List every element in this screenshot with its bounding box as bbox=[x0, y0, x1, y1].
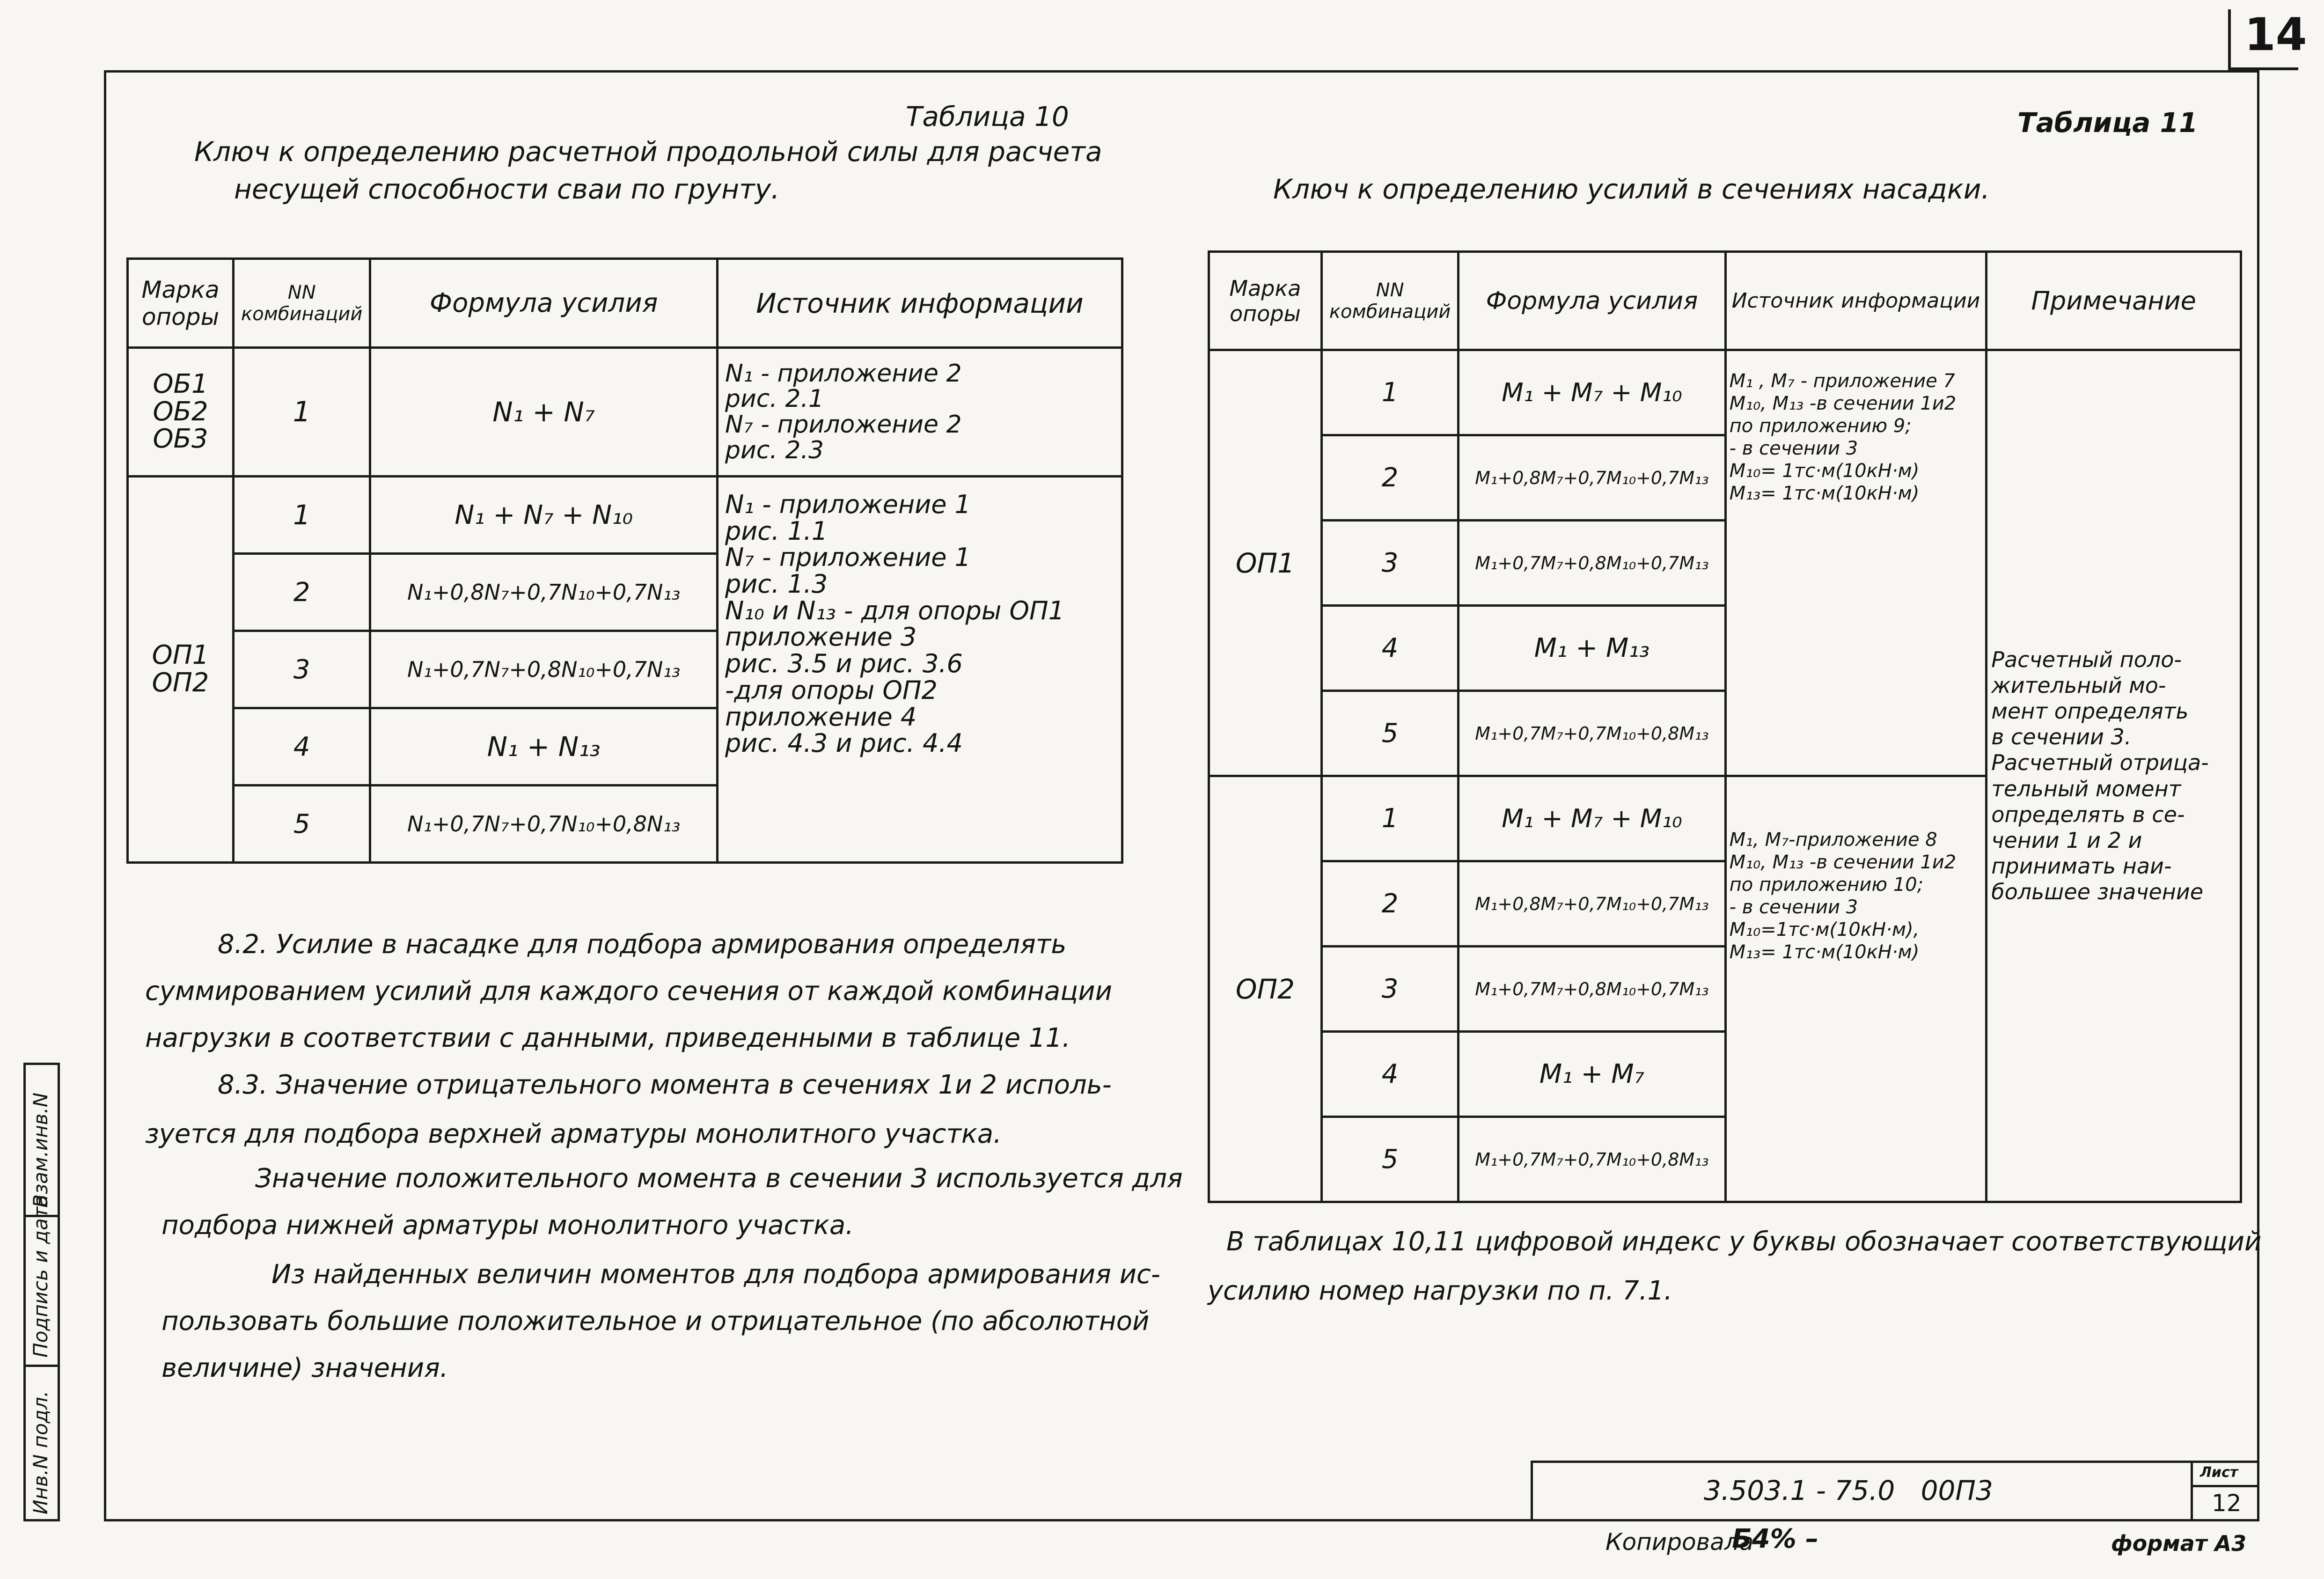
table11-formula: M₁ + M₇ + M₁₀ bbox=[1459, 350, 1725, 435]
table11-title: Ключ к определению усилий в сечениях насадки. bbox=[1273, 173, 1990, 205]
table-footnote-line1: В таблицах 10,11 цифровой индекс у буквы обозначает соответствующий bbox=[1226, 1226, 2262, 1257]
table-footnote-line2: усилию номер нагрузки по п. 7.1. bbox=[1208, 1276, 1672, 1306]
table11-formula: M₁+0,8M₇+0,7M₁₀+0,7M₁₃ bbox=[1459, 861, 1725, 947]
table10-formula: N₁+0,8N₇+0,7N₁₀+0,7N₁₃ bbox=[370, 554, 718, 631]
paragraph-line: величине) значения. bbox=[161, 1353, 448, 1383]
paragraph-line: зуется для подбора верхней арматуры монолитного участка. bbox=[145, 1119, 1002, 1149]
table10-combo: 1 bbox=[234, 348, 370, 477]
table11-header-formula: Формула усилия bbox=[1459, 252, 1725, 350]
table10-header-marka: Марка опоры bbox=[128, 259, 234, 348]
table11-combo: 3 bbox=[1321, 947, 1458, 1032]
table11-combo: 4 bbox=[1321, 606, 1458, 691]
table10-title-line2: несущей способности сваи по грунту. bbox=[234, 173, 780, 205]
table11-formula: M₁+0,7M₇+0,7M₁₀+0,8M₁₃ bbox=[1459, 691, 1725, 776]
table11-combo: 5 bbox=[1321, 1117, 1458, 1202]
table11-marka-op1: ОП1 bbox=[1209, 350, 1322, 776]
table11-note: Расчетный поло- жительный мо- мент определять в сечении 3. Расчетный отрица- тельный момент определять в се- чении 1 и 2 и принимать наи- большее значение bbox=[1987, 350, 2241, 1202]
table10-formula: N₁ + N₇ bbox=[370, 348, 718, 477]
table11-combo: 2 bbox=[1321, 435, 1458, 521]
paragraph-line: 8.3. Значение отрицательного момента в сечениях 1и 2 исполь- bbox=[218, 1070, 1112, 1100]
table11-combo: 4 bbox=[1321, 1032, 1458, 1117]
table11-formula: M₁ + M₁₃ bbox=[1459, 606, 1725, 691]
table10-combo: 4 bbox=[234, 708, 370, 786]
table11-combo: 3 bbox=[1321, 521, 1458, 606]
table11-header-combo: NN комбинаций bbox=[1321, 252, 1458, 350]
side-stamp-label: Подпись и дата bbox=[29, 1195, 52, 1358]
table10-source-ob: N₁ - приложение 2 рис. 2.1 N₇ - приложение 2 рис. 2.3 bbox=[717, 348, 1122, 477]
table10-combo: 1 bbox=[234, 477, 370, 554]
table11-formula: M₁ + M₇ + M₁₀ bbox=[1459, 776, 1725, 861]
table10-combo: 3 bbox=[234, 631, 370, 708]
document-code: 3.503.1 - 75.0 00П3 bbox=[1704, 1475, 1993, 1506]
table10-caption: Таблица 10 bbox=[906, 101, 1069, 132]
table11-combo: 2 bbox=[1321, 861, 1458, 947]
sheet-number: 12 bbox=[2212, 1490, 2242, 1517]
table10-marka-ob: ОБ1 ОБ2 ОБ3 bbox=[128, 348, 234, 477]
table10-header-source: Источник информации bbox=[717, 259, 1122, 348]
table11-combo: 1 bbox=[1321, 350, 1458, 435]
sheet-label: Лист bbox=[2200, 1464, 2238, 1481]
table11-formula: M₁+0,7M₇+0,7M₁₀+0,8M₁₃ bbox=[1459, 1117, 1725, 1202]
table10-formula: N₁+0,7N₇+0,7N₁₀+0,8N₁₃ bbox=[370, 786, 718, 863]
table10-header-combo: NN комбинаций bbox=[234, 259, 370, 348]
table11-header-note: Примечание bbox=[1987, 252, 2241, 350]
format-label: формат А3 bbox=[2111, 1531, 2247, 1556]
paragraph-line: Значение положительного момента в сечении 3 используется для bbox=[255, 1163, 1183, 1194]
table11-source-op1: M₁ , M₇ - приложение 7 M₁₀, M₁₃ -в сечении 1и2 по приложению 9; - в сечении 3 M₁₀= 1тс·м(10кН·м) M₁₃= 1тс·м(10кН·м) bbox=[1725, 350, 1987, 776]
side-stamp-label: Взам.инв.N bbox=[29, 1092, 52, 1208]
title-block-sheet-divider bbox=[2191, 1485, 2259, 1487]
table11-source-op2: M₁, M₇-приложение 8 M₁₀, M₁₃ -в сечении 1и2 по приложению 10; - в сечении 3 M₁₀=1тс·м(10кН·м), M₁₃= 1тс·м(10кН·м) bbox=[1725, 776, 1987, 1202]
table10-combo: 5 bbox=[234, 786, 370, 863]
table10-formula: N₁ + N₁₃ bbox=[370, 708, 718, 786]
table11 bbox=[1208, 250, 2242, 1203]
table10-formula: N₁+0,7N₇+0,8N₁₀+0,7N₁₃ bbox=[370, 631, 718, 708]
table11-header-marka: Марка опоры bbox=[1209, 252, 1322, 350]
paragraph-line: пользовать большие положительное и отрицательное (по абсолютной bbox=[161, 1306, 1150, 1337]
table11-caption: Таблица 11 bbox=[2017, 107, 2198, 139]
table11-combo: 5 bbox=[1321, 691, 1458, 776]
table11-combo: 1 bbox=[1321, 776, 1458, 861]
side-stamp-label: Инв.N подл. bbox=[29, 1390, 52, 1514]
copied-by-label: Копировала bbox=[1606, 1528, 1754, 1556]
table10-source-op: N₁ - приложение 1 рис. 1.1 N₇ - приложение 1 рис. 1.3 N₁₀ и N₁₃ - для опоры ОП1 приложение 3 рис. 3.5 и рис. 3.6 -для опоры ОП2 приложение 4 рис. 4.3 и рис. 4.4 bbox=[717, 477, 1122, 863]
table10-header-formula: Формула усилия bbox=[370, 259, 718, 348]
table10-combo: 2 bbox=[234, 554, 370, 631]
table10 bbox=[126, 257, 1123, 864]
paragraph-line: Из найденных величин моментов для подбора армирования ис- bbox=[271, 1259, 1160, 1290]
table11-marka-op2: ОП2 bbox=[1209, 776, 1322, 1202]
page-number: 14 bbox=[2244, 8, 2307, 61]
table10-title-line1: Ключ к определению расчетной продольной силы для расчета bbox=[194, 136, 1102, 168]
table10-formula: N₁ + N₇ + N₁₀ bbox=[370, 477, 718, 554]
table11-header-source: Источник информации bbox=[1725, 252, 1987, 350]
paragraph-line: 8.2. Усилие в насадке для подбора армирования определять bbox=[218, 929, 1067, 960]
table11-formula: M₁ + M₇ bbox=[1459, 1032, 1725, 1117]
table11-formula: M₁+0,7M₇+0,8M₁₀+0,7M₁₃ bbox=[1459, 947, 1725, 1032]
table10-marka-op: ОП1 ОП2 bbox=[128, 477, 234, 863]
table11-formula: M₁+0,7M₇+0,8M₁₀+0,7M₁₃ bbox=[1459, 521, 1725, 606]
paragraph-line: нагрузки в соответствии с данными, приведенными в таблице 11. bbox=[145, 1023, 1070, 1053]
paragraph-line: подбора нижней арматуры монолитного участка. bbox=[161, 1210, 854, 1241]
table11-formula: M₁+0,8M₇+0,7M₁₀+0,7M₁₃ bbox=[1459, 435, 1725, 521]
copier-signature: Б4% – bbox=[1732, 1524, 1819, 1554]
paragraph-line: суммированием усилий для каждого сечения от каждой комбинации bbox=[145, 976, 1113, 1006]
